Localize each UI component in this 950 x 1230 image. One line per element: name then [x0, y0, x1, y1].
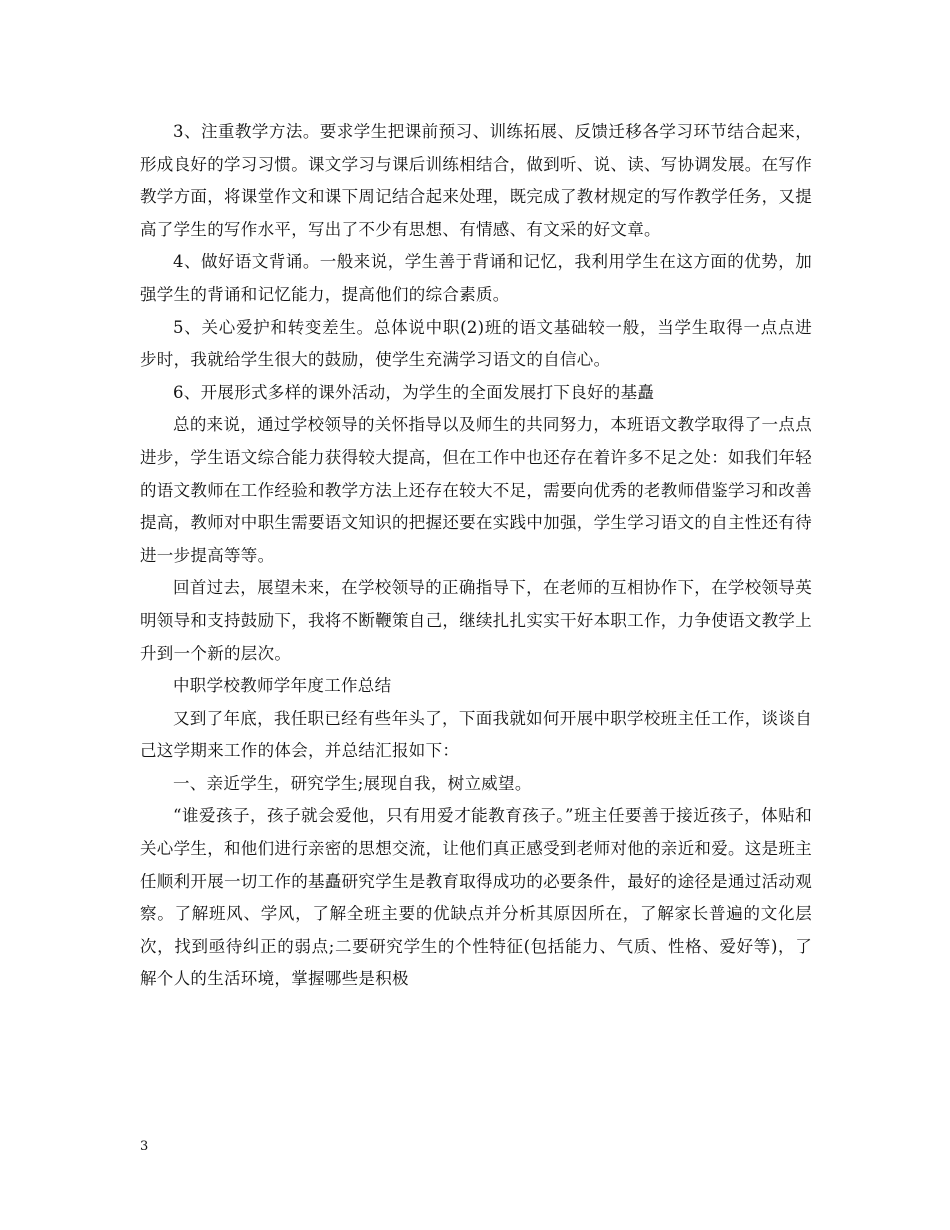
paragraph-extracurricular: 6、开展形式多样的课外活动，为学生的全面发展打下良好的基矗 — [173, 382, 655, 402]
section-title: 中职学校教师学年度工作总结 — [173, 676, 392, 696]
paragraph-teaching-methods: 3、注重教学方法。要求学生把课前预习、训练拓展、反馈迁移各学习环节结合起来，形成良好的学习习惯。课文学习与课后训练相结合，做到听、说、读、写协调发展。在写作教学方面，将课堂作文和课下周记结合起来处理，既完成了教材规定的写作教学任务，又提高了学生的写作水平，写出了不少有思想、有情感、有文采的好文章。 — [140, 122, 812, 239]
paragraph-outlook: 回首过去，展望未来，在学校领导的正确指导下，在老师的互相协作下，在学校领导英明领导和支持鼓励下，我将不断鞭策自己，继续扎扎实实干好本职工作，力争使语文教学上升到一个新的层次。 — [140, 578, 812, 663]
section-heading-1: 一、亲近学生，研究学生;展现自我，树立威望。 — [173, 773, 532, 793]
page-number: 3 — [140, 1139, 149, 1154]
paragraph-weak-students: 5、关心爱护和转变差生。总体说中职(2)班的语文基础较一般，当学生取得一点点进步时，我就给学生很大的鼓励，使学生充满学习语文的自信心。 — [140, 317, 812, 370]
paragraph-intro: 又到了年底，我任职已经有些年头了，下面我就如何开展中职学校班主任工作，谈谈自己这学期来工作的体会，并总结汇报如下： — [140, 708, 812, 761]
document-body — [140, 116, 812, 996]
paragraph-summary: 总的来说，通过学校领导的关怀指导以及师生的共同努力，本班语文教学取得了一点点进步，学生语文综合能力获得较大提高，但在工作中也还存在着许多不足之处：如我们年轻的语文教师在工作经验和教学方法上还存在较大不足，需要向优秀的老教师借鉴学习和改善提高，教师对中职生需要语文知识的把握还要在实践中加强，学生学习语文的自主性还有待进一步提高等等。 — [140, 415, 812, 565]
paragraph-recitation: 4、做好语文背诵。一般来说，学生善于背诵和记忆，我利用学生在这方面的优势，加强学生的背诵和记忆能力，提高他们的综合素质。 — [140, 252, 812, 304]
paragraph-love-students: “谁爱孩子，孩子就会爱他，只有用爱才能教育孩子。”班主任要善于接近孩子，体贴和关心学生，和他们进行亲密的思想交流，让他们真正感受到老师对他的亲近和爱。这是班主任顺利开展一切工作的基矗研究学生是教育取得成功的必要条件，最好的途径是通过活动观察。了解班风、学风，了解全班主要的优缺点并分析其原因所在，了解家长普遍的文化层次，找到亟待纠正的弱点;二要研究学生的个性特征(包括能力、气质、性格、爱好等)，了解个人的生活环境，掌握哪些是积极 — [140, 806, 812, 989]
